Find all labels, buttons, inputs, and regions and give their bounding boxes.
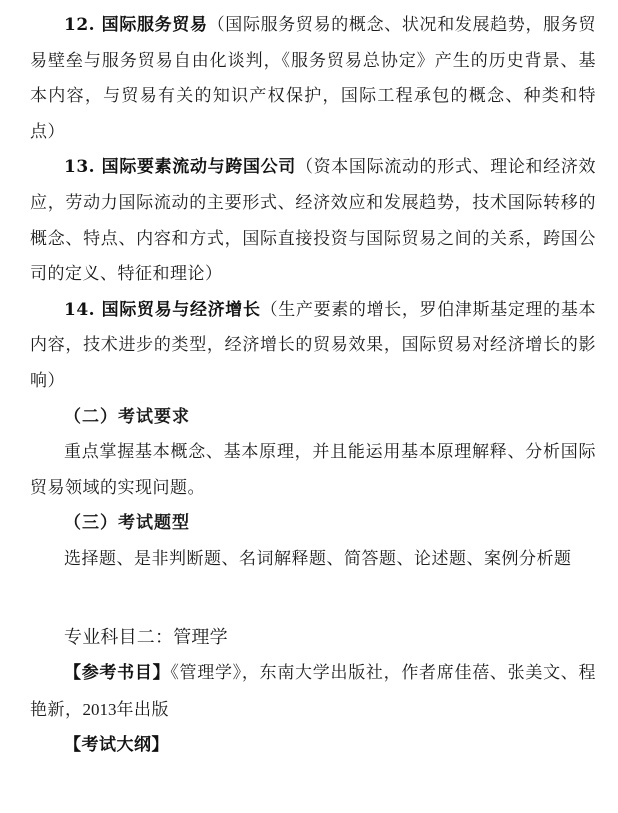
item-12-title: 12. 国际服务贸易	[64, 15, 208, 35]
item-13	[30, 150, 596, 292]
question-types-heading	[30, 506, 596, 542]
reference-year: 2013	[82, 699, 117, 719]
outline-label: 【考试大纲】	[64, 735, 169, 756]
item-13-title: 13. 国际要素流动与跨国公司	[64, 157, 296, 178]
reference-label: 【参考书目】	[64, 663, 171, 684]
requirements-heading-text: （二）考试要求	[64, 406, 190, 427]
item-12	[30, 8, 596, 150]
item-12-body: （国际服务贸易的概念、状况和发展趋势，服务贸易壁垒与服务贸易自由化谈判，《服务贸易总协定》产生的历史背景、基本内容，与贸易有关的知识产权保护，国际工程承包的概念、种类和特点）	[30, 15, 596, 142]
subject2-reference	[30, 656, 596, 728]
requirements-text: 重点掌握基本概念、基本原理，并且能运用基本原理解释、分析国际贸易领域的实现问题。	[30, 442, 596, 498]
question-types-heading-text: （三）考试题型	[64, 513, 190, 534]
question-types-text: 选择题、是非判断题、名词解释题、简答题、论述题、案例分析题	[64, 548, 572, 569]
subject2-title	[30, 620, 596, 657]
item-14	[30, 293, 596, 400]
reference-text: 《管理学》，东南大学出版社，作者席佳蓓、张美文、程艳新，	[30, 663, 597, 720]
item-13-body: （资本国际流动的形式、理论和经济效应，劳动力国际流动的主要形式、经济效应和发展趋势，技术国际转移的概念、特点、内容和方式，国际直接投资与国际贸易之间的关系，跨国公司的定义、特征和理论）	[30, 157, 597, 285]
item-14-title: 14. 国际贸易与经济增长	[64, 299, 261, 320]
subject2-outline	[30, 728, 596, 764]
requirements-heading	[30, 400, 596, 436]
section-gap	[30, 578, 596, 620]
item-14-body: （生产要素的增长，罗伯津斯基定理的基本内容，技术进步的类型，经济增长的贸易效果，国际贸易对经济增长的影响）	[30, 299, 597, 391]
subject2-title-text: 专业科目二：管理学	[64, 626, 228, 648]
reference-tail: 年出版	[116, 699, 169, 720]
